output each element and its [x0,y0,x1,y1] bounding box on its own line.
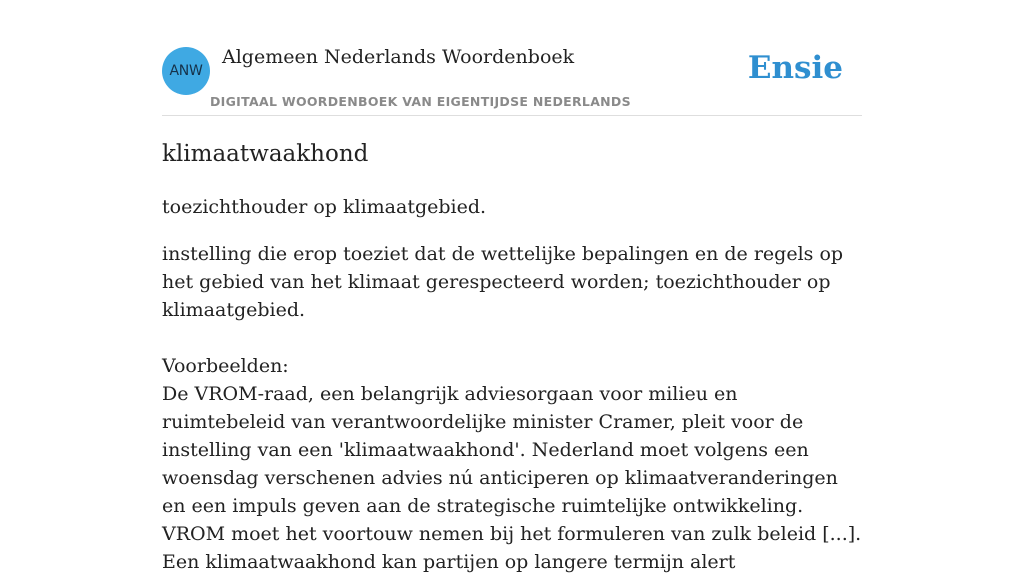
entry-definition: instelling die erop toeziet dat de wettelijke bepalingen en de regels op het gebied van het klimaat gerespecteerd worden; toezichthouder op klimaatgebied. [162,243,844,321]
entry-content [162,138,862,576]
entry-summary: toezichthouder op klimaatgebied. [162,196,487,218]
example-text: De VROM-raad, een belangrijk adviesorgaan voor milieu en ruimtebeleid van verantwoordelijke minister Cramer, pleit voor de instelling van een 'klimaatwaakhond'. Nederland moet volgens een woensdag verschenen advies nú anticiperen op klimaatveranderingen en een impuls geven aan de strategische ruimtelijke ontwikkeling. VROM moet het voortouw nemen bij het formuleren van zulk beleid [...]. Een klimaatwaakhond kan partijen op langere termijn alert [162,383,862,573]
examples-label: Voorbeelden: [162,355,289,377]
site-subtitle: DIGITAAL WOORDENBOEK VAN EIGENTIJDSE NEDERLANDS [210,94,631,109]
site-header [162,0,862,116]
site-title[interactable]: Algemeen Nederlands Woordenboek [222,46,575,68]
anw-logo[interactable]: ANW [162,47,210,95]
header-divider [162,115,862,116]
entry-word: klimaatwaakhond [162,141,369,167]
ensie-brand-link[interactable]: Ensie [747,50,843,86]
